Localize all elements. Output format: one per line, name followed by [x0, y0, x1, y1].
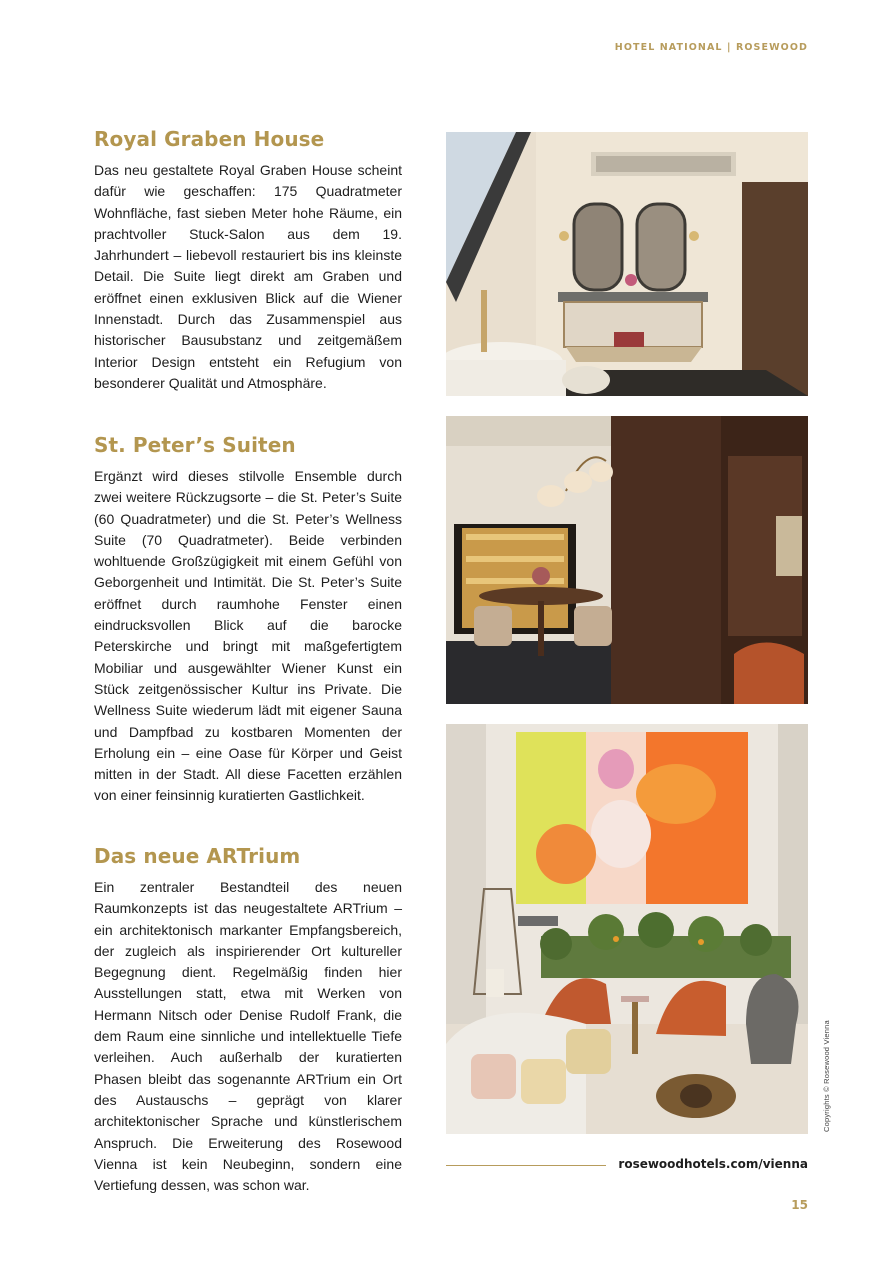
footer-url-link[interactable]: rosewoodhotels.com/vienna	[618, 1157, 808, 1171]
section-st-peters-suiten	[94, 432, 402, 807]
section-royal-graben-house	[94, 126, 402, 394]
footer-rule	[446, 1165, 606, 1166]
running-head: HOTEL NATIONAL | ROSEWOOD	[614, 42, 808, 53]
section-das-neue-artrium	[94, 843, 402, 1196]
section-title: St. Peter’s Suiten	[94, 433, 296, 457]
section-body: Das neu gestaltete Royal Graben House scheint dafür wie geschaffen: 175 Quadratmeter Wohnfläche, fast sieben Meter hohe Räume, ein prachtvoller Stuck-Salon aus dem 19. Jahrhundert – liebevoll restauriert bis ins kleinste Detail. Die Suite liegt direkt am Graben und eröffnet einen exklusiven Blick auf die Wiener Innenstadt. Durch das Zusammenspiel aus historischer Bausubstanz und zeitgemäßem Interior Design entsteht ein Refugium von besonderer Qualität und Atmosphäre.	[94, 162, 402, 391]
section-body: Ergänzt wird dieses stilvolle Ensemble durch zwei weitere Rückzugsorte – die St. Peter’s Suite (60 Quadratmeter) und die St. Peter’s Wellness Suite (70 Quadratmeter). Beide verbinden wohltuende Großzügigkeit mit einem Gefühl von Geborgenheit und Intimität. Die St. Peter’s Suite eröffnet durch raumhohe Fenster einen eindrucksvollen Blick auf die barocke Peterskirche und bringt mit maßgefertigtem Mobiliar und ausgewählter Wiener Kunst ein Stück zeitgenössischer Kultur ins Private. Die Wellness Suite wiederum lädt mit eigener Sauna und Dampfbad zu kostbaren Momenten der Erholung ein – eine Oase für Körper und Geist mitten in der Stadt. All diese Facetten erzählen von einer feinsinnig kuratierten Gastlichkeit.	[94, 468, 402, 804]
page-number: 15	[791, 1198, 808, 1212]
section-body: Ein zentraler Bestandteil des neuen Raumkonzepts ist das neugestaltete ARTrium – ein architektonisch markanter Empfangsbereich, der zugleich als inspirierender Ort kultureller Begegnung dient. Regelmäßig finden hier Ausstellungen statt, etwa mit Werken von Hermann Nitsch oder Denise Rudolf Frank, die dem Raum eine sinnliche und intellektuelle Tiefe verleihen. Auch außerhalb der kuratierten Phasen bleibt das sogenannte ARTrium ein Ort des Austauschs – geprägt von klarer architektonischer Sprache und künstlerischem Anspruch. Die Erweiterung des Rosewood Vienna ist kein Neubeginn, sondern eine Vertiefung dessen, was schon war.	[94, 879, 402, 1194]
dining-suite-photo	[446, 416, 808, 704]
section-title: Das neue ARTrium	[94, 844, 301, 868]
photo-credit: Copyrights © Rosewood Vienna	[822, 1020, 831, 1132]
bathroom-suite-photo	[446, 132, 808, 396]
section-title: Royal Graben House	[94, 127, 325, 151]
artrium-lobby-photo	[446, 724, 808, 1134]
